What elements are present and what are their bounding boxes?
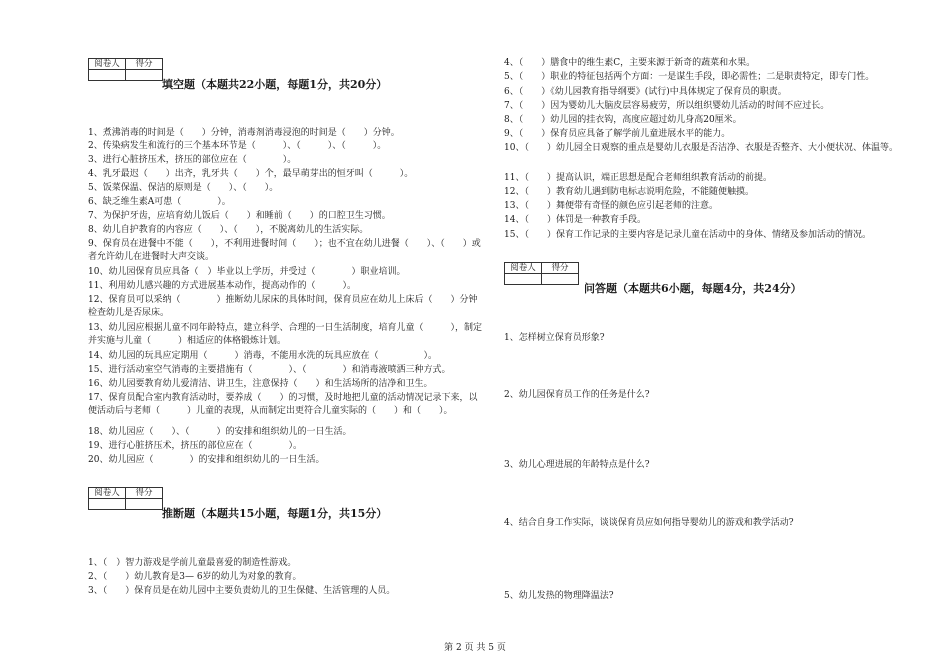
judgment-item: 1、（ ）智力游戏是学前儿童最喜爱的制造性游戏。 bbox=[88, 558, 297, 568]
fill-item: 14、幼儿园的玩具应定期用（ ）消毒，不能用水洗的玩具应放在（ ）。 bbox=[88, 351, 437, 361]
judgment-item: 15、（ ）保育工作记录的主要内容是记录儿童在活动中的身体、情绪及参加活动的情况。 bbox=[504, 230, 871, 240]
score-cell[interactable] bbox=[126, 70, 163, 81]
fill-item: 3、进行心脏挤压术，挤压的部位应在（ ）。 bbox=[88, 155, 297, 165]
judgment-item: 2、（ ）幼儿教育是3— 6岁的幼儿为对象的教育。 bbox=[88, 572, 302, 582]
judgment-item: 9、（ ）保育员应具备了解学前儿童进展水平的能力。 bbox=[504, 129, 731, 139]
score-box-judgment bbox=[88, 487, 163, 510]
page-number: 第 2 页 共 5 页 bbox=[444, 643, 506, 653]
score-box-qa bbox=[504, 262, 579, 285]
section-title-qa: 问答题（本题共6小题，每题4分，共24分） bbox=[584, 282, 802, 295]
judgment-item: 5、（ ）职业的特征包括两个方面：一是谋生手段，即必需性；二是职责特定，即专门性。 bbox=[504, 72, 875, 82]
reviewer-cell[interactable] bbox=[89, 70, 126, 81]
fill-item: 9、保育员在进餐中不能（ ），不利用进餐时间（ ）；也不宜在幼儿进餐（ ）、（ ）或者允许幼儿在进餐时大声交谈。 bbox=[88, 239, 481, 262]
qa-item: 3、幼儿心理进展的年龄特点是什么? bbox=[504, 460, 650, 470]
judgment-item: 4、（ ）膳食中的维生素C，主要来源于新奇的蔬菜和水果。 bbox=[504, 58, 756, 68]
judgment-item: 6、（ ）《幼儿园教育指导纲要》(试行)中具体规定了保育员的职责。 bbox=[504, 87, 787, 97]
section-title-judgment: 推断题（本题共15小题，每题1分，共15分） bbox=[162, 507, 388, 520]
fill-item: 18、幼儿园应（ ）、（ ）的安排和组织幼儿的一日生活。 bbox=[88, 427, 352, 437]
fill-item: 8、幼儿自护教育的内容应（ ）、（ ），不脱离幼儿的生活实际。 bbox=[88, 225, 369, 235]
judgment-item: 12、（ ）教育幼儿遇到防电标志说明危险，不能随便触摸。 bbox=[504, 187, 754, 197]
score-cell[interactable] bbox=[126, 499, 163, 510]
fill-item: 12、保育员可以采纳（ ）推断幼儿尿床的具体时间，保育员应在幼儿上床后（ ）分钟检查幼儿是否尿床。 bbox=[88, 295, 478, 318]
fill-item: 15、进行活动室空气消毒的主要措施有（ ）、（ ）和消毒液喷洒三种方式。 bbox=[88, 365, 451, 375]
fill-item: 10、幼儿园保育员应具备（ ）毕业以上学历，并受过（ ）职业培训。 bbox=[88, 267, 406, 277]
judgment-item: 3、（ ）保育员是在幼儿园中主要负责幼儿的卫生保健、生活管理的人员。 bbox=[88, 586, 396, 596]
qa-item: 4、结合自身工作实际，谈谈保育员应如何指导婴幼儿的游戏和教学活动? bbox=[504, 518, 794, 528]
score-box-fill-blank bbox=[88, 58, 163, 81]
score-cell[interactable] bbox=[542, 274, 579, 285]
reviewer-label: 阅卷人 bbox=[89, 59, 126, 70]
judgment-item: 10、（ ）幼儿园全日观察的重点是婴幼儿衣服是否洁净、衣服是否整齐、大小便状况、体温等。 bbox=[504, 143, 898, 153]
fill-item: 1、煮沸消毒的时间是（ ）分钟，消毒剂消毒浸泡的时间是（ ）分钟。 bbox=[88, 128, 400, 138]
fill-item: 19、进行心脏挤压术，挤压的部位应在（ ）。 bbox=[88, 441, 302, 451]
fill-item: 20、幼儿园应（ ）的安排和组织幼儿的一日生活。 bbox=[88, 455, 325, 465]
qa-item: 1、怎样树立保育员形象? bbox=[504, 333, 605, 343]
score-label: 得分 bbox=[126, 59, 163, 70]
judgment-item: 8、（ ）幼儿园的挂衣钩，高度应超过幼儿身高20厘米。 bbox=[504, 115, 742, 125]
fill-item: 17、保育员配合室内教育活动时，要养成（ ）的习惯，及时地把儿童的活动情况记录下来，以便活动后与老师（ ）儿童的表现，从而制定出更符合儿童实际的（ ）和（ ）。 bbox=[88, 393, 478, 416]
fill-item: 4、乳牙最迟（ ）出齐，乳牙共（ ）个，最早萌芽出的恒牙叫（ ）。 bbox=[88, 169, 414, 179]
judgment-item: 11、（ ）提高认识，端正思想是配合老师组织教育活动的前提。 bbox=[504, 173, 772, 183]
fill-item: 16、幼儿园要教育幼儿爱清洁、讲卫生，注意保持（ ）和生活场所的洁净和卫生。 bbox=[88, 379, 433, 389]
qa-item: 2、幼儿园保育员工作的任务是什么? bbox=[504, 390, 650, 400]
fill-item: 11、利用幼儿感兴趣的方式进展基本动作，提高动作的（ ）。 bbox=[88, 281, 356, 291]
fill-item: 2、传染病发生和流行的三个基本环节是（ ）、（ ）、（ ）。 bbox=[88, 141, 387, 151]
score-label: 得分 bbox=[126, 488, 163, 499]
fill-item: 13、幼儿园应根据儿童不同年龄特点，建立科学、合理的一日生活制度，培育儿童（ ），制定并实施与儿童（ ）相适应的体格锻炼计划。 bbox=[88, 323, 482, 346]
judgment-item: 14、（ ）体罚是一种教育手段。 bbox=[504, 215, 646, 225]
fill-item: 6、缺乏维生素A可患（ ）。 bbox=[88, 197, 231, 207]
judgment-item: 13、（ ）舞便带有奇怪的颜色应引起老师的注意。 bbox=[504, 201, 718, 211]
reviewer-label: 阅卷人 bbox=[505, 263, 542, 274]
reviewer-label: 阅卷人 bbox=[89, 488, 126, 499]
reviewer-cell[interactable] bbox=[505, 274, 542, 285]
judgment-item: 7、（ ）因为婴幼儿大脑皮层容易疲劳，所以组织婴幼儿活动的时间不应过长。 bbox=[504, 101, 830, 111]
section-title-fill-blank: 填空题（本题共22小题，每题1分，共20分） bbox=[162, 78, 388, 91]
score-label: 得分 bbox=[542, 263, 579, 274]
fill-item: 7、为保护牙齿，应培育幼儿饭后（ ）和睡前（ ）的口腔卫生习惯。 bbox=[88, 211, 391, 221]
fill-item: 5、饭菜保温、保洁的原则是（ ）、（ ）。 bbox=[88, 183, 279, 193]
reviewer-cell[interactable] bbox=[89, 499, 126, 510]
qa-item: 5、幼儿发热的物理降温法? bbox=[504, 591, 614, 601]
